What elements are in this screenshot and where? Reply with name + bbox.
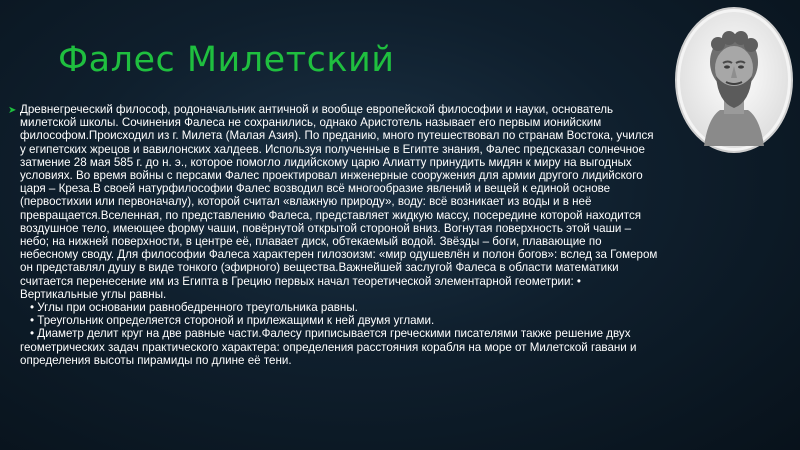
geometry-item: • Диаметр делит круг на две равные части. <box>30 327 262 341</box>
slide-body <box>8 103 658 367</box>
geometry-item: • Углы при основании равнобедренного треугольника равны. <box>30 301 358 315</box>
arrow-bullet-icon: ➤ <box>8 105 17 116</box>
portrait-image <box>674 6 794 154</box>
paragraph-text: Древнегреческий философ, родоначальник античной и вообще европейской философии и науки, основатель милетской школы. Сочинения Фалеса не сохранились, однако Аристотель называет его первым ионийским философом.Происходил из г. Милета (Малая Азия). По преданию, много путешествовал по странам Востока, учился у египетских жрецов и вавилонских халдеев. Используя полученные в Египте знания, Фалес предсказал солнечное затмение 28 мая 585 г. до н. э., которое помогло лидийскому царю Алиатту принудить мидян к миру на выгодных условиях. Во время войны с персами Фалес проектировал инженерные сооружения для армии другого лидийского царя – Креза.В своей натурфилософии Фалес возводил всё многообразие явлений и вещей к единой основе (первостихии или первоначалу), которой считал «влажную природу», воду: всё возникает из воды и в неё превращается.Вселенная, по представлению Фалеса, представляет жидкую массу, посередине которой находится воздушное тело, имеющее форму чаши, повёрнутой открытой стороной вниз. Вогнутая поверхность этой чаши – небо; на нижней поверхности, в центре её, плавает диск, обтекаемый водой. Звёзды – боги, плавающие по небесному своду. Для философии Фалеса характерен гилозоизм: «мир одушевлён и полон богов»: вслед за Гомером он представлял душу в виде тонкого (эфирного) вещества.Важнейшей заслугой Фалеса в области математики считается перенесение им из Египта в Грецию первых начал теоретической элементарной геометрии: • Вертикальные углы равны. <box>20 103 658 301</box>
closing-text <box>8 327 658 367</box>
geometry-item: • Треугольник определяется стороной и прилежащими к ней двумя углами. <box>30 314 435 328</box>
slide-title: Фалес Милетский <box>58 40 395 80</box>
closing-sentence: Фалесу приписывается греческими писателями также решение двух геометрических задач практического характера: определения расстояния корабля на море от Милетской гавани и определения высоты пирамиды по длине её тени. <box>20 327 637 367</box>
